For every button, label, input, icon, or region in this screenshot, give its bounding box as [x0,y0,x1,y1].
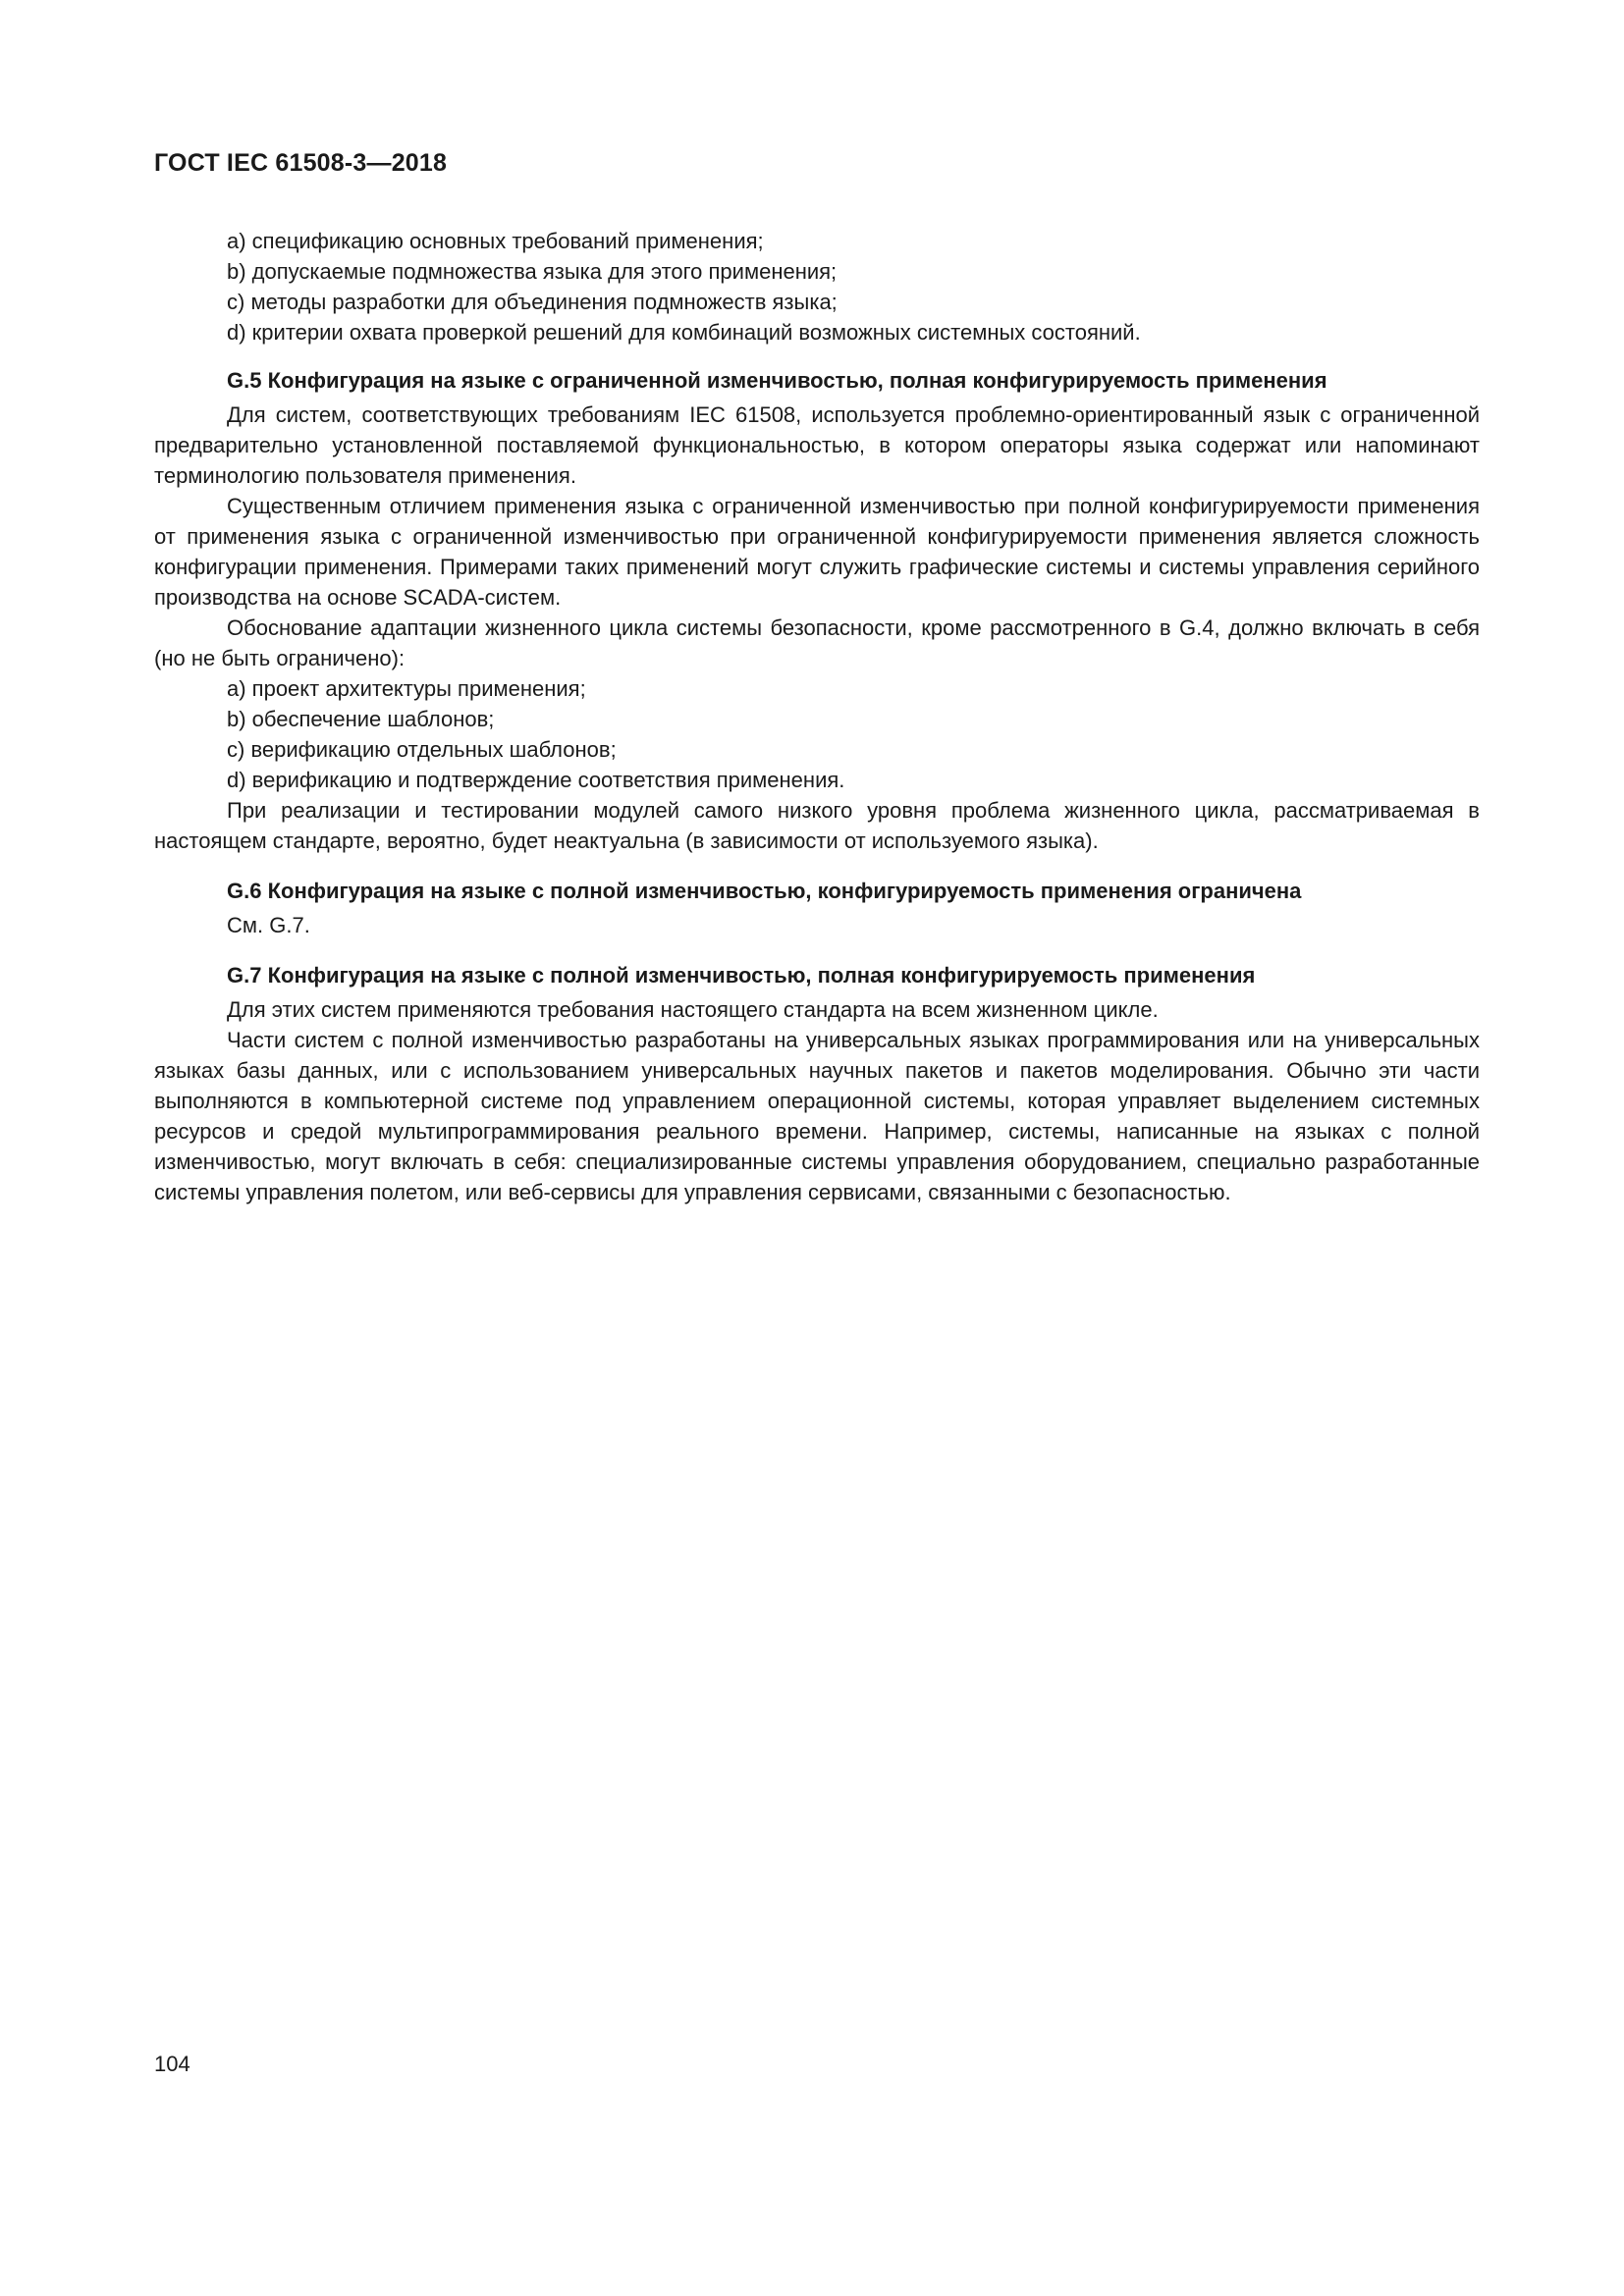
section-g7 [154,960,1480,1207]
paragraph: Части систем с полной изменчивостью разработаны на универсальных языках программирования или на универсальных языках базы данных, или с использованием универсальных научных пакетов и пакетов моделирования. Обычно эти части выполняются в компьютерной системе под управлением операционной системы, которая управляет выделением системных ресурсов и средой мультипрограммирования реального времени. Например, системы, написанные на языках с полной изменчивостью, могут включать в себя: специализированные системы управления оборудованием, специально разработанные системы управления полетом, или веб-сервисы для управления сервисами, связанными с безопасностью. [154,1028,1480,1204]
page-number: 104 [154,2052,190,2076]
section-g7-heading: G.7 Конфигурация на языке с полной изменчивостью, полная конфигурируемость применения [227,963,1256,988]
paragraph: См. G.7. [227,913,310,937]
section-g5-heading: G.5 Конфигурация на языке с ограниченной изменчивостью, полная конфигурируемость применения [227,368,1327,393]
section-g6 [154,876,1480,940]
paragraph: Для систем, соответствующих требованиям IEC 61508, используется проблемно-ориентированный язык с ограниченной предварительно установленной поставляемой функциональностью, в котором операторы языка содержат или напоминают терминологию пользователя применения. [154,402,1480,488]
list-item: c) верификацию отдельных шаблонов; [227,737,617,762]
list-item: c) методы разработки для объединения подмножеств языка; [227,290,838,314]
list-item: b) обеспечение шаблонов; [227,707,495,731]
paragraph: При реализации и тестировании модулей самого низкого уровня проблема жизненного цикла, рассматриваемая в настоящем стандарте, вероятно, будет неактуальна (в зависимости от используемого языка). [154,798,1480,853]
page-content [154,226,1480,1207]
paragraph: Обоснование адаптации жизненного цикла системы безопасности, кроме рассмотренного в G.4, должно включать в себя (но не быть ограничено): [154,615,1480,670]
section-g5 [154,365,1480,856]
paragraph: Для этих систем применяются требования настоящего стандарта на всем жизненном цикле. [227,997,1159,1022]
list-item: a) спецификацию основных требований применения; [227,229,764,253]
intro-list [154,226,1480,347]
list-item: a) проект архитектуры применения; [227,676,586,701]
list-item: d) критерии охвата проверкой решений для комбинаций возможных системных состояний. [227,320,1141,345]
list-item: d) верификацию и подтверждение соответствия применения. [227,768,845,792]
paragraph: Существенным отличием применения языка с ограниченной изменчивостью при полной конфигурируемости применения от применения языка с ограниченной изменчивостью при ограниченной конфигурируемости применения является сложность конфигурации применения. Примерами таких применений могут служить графические системы и системы управления серийного производства на основе SCADA-систем. [154,494,1480,610]
list-item: b) допускаемые подмножества языка для этого применения; [227,259,838,284]
section-g6-heading: G.6 Конфигурация на языке с полной изменчивостью, конфигурируемость применения ограничена [227,879,1302,903]
document-header: ГОСТ IEC 61508-3—2018 [154,149,448,177]
